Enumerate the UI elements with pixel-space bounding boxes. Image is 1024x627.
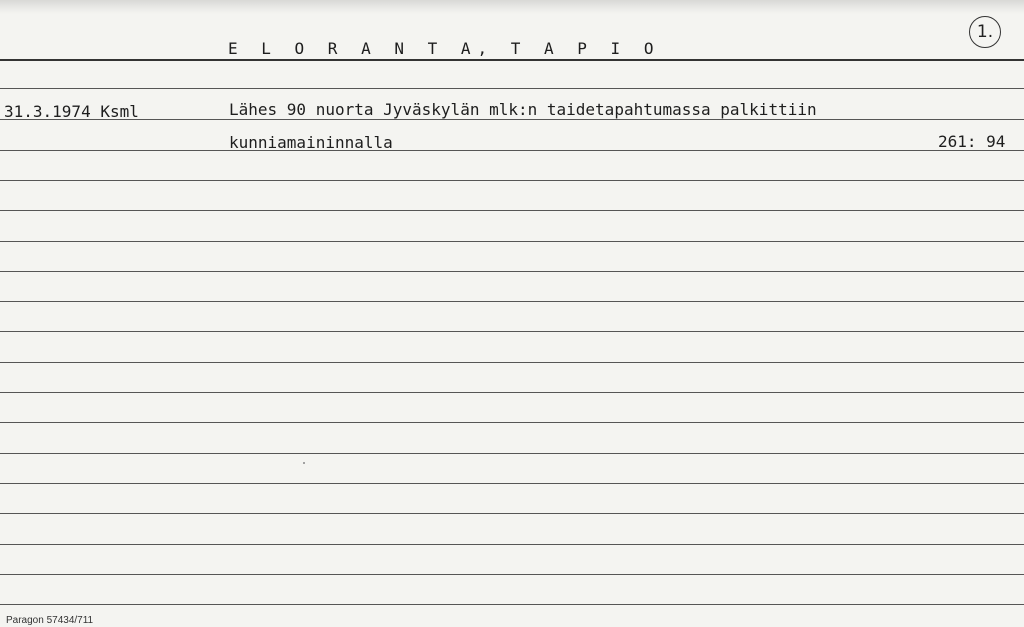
ruled-line [0,604,1024,605]
ruled-line [0,544,1024,545]
entry-reference: 261: 94 [938,132,1006,151]
ruled-line [0,88,1024,89]
ruled-line [0,331,1024,332]
ruled-line [0,301,1024,302]
ruled-line [0,422,1024,423]
entry-text-line-2: kunniamaininnalla [229,133,393,152]
ruled-line [0,513,1024,514]
ruled-line [0,150,1024,151]
ruled-line [0,362,1024,363]
entry-date-source: 31.3.1974 Ksml [4,102,139,121]
card-number-circle [969,16,1001,48]
ruled-line [0,392,1024,393]
card-heading-name: E L O R A N T A, T A P I O [228,39,661,58]
ruled-line [0,271,1024,272]
card-number: 1. [976,22,994,42]
printer-imprint: Paragon 57434/711 [6,615,94,626]
ruled-line [0,119,1024,120]
ruled-line [0,453,1024,454]
ruled-line [0,574,1024,575]
ruled-line [0,241,1024,242]
entry-text-line-1: Lähes 90 nuorta Jyväskylän mlk:n taidetapahtumassa palkittiin [229,100,817,119]
scan-edge-shadow [0,0,1024,14]
header-rule [0,59,1024,61]
ruled-line [0,210,1024,211]
ruled-line [0,180,1024,181]
ruled-line [0,483,1024,484]
paper-speck [303,462,305,464]
